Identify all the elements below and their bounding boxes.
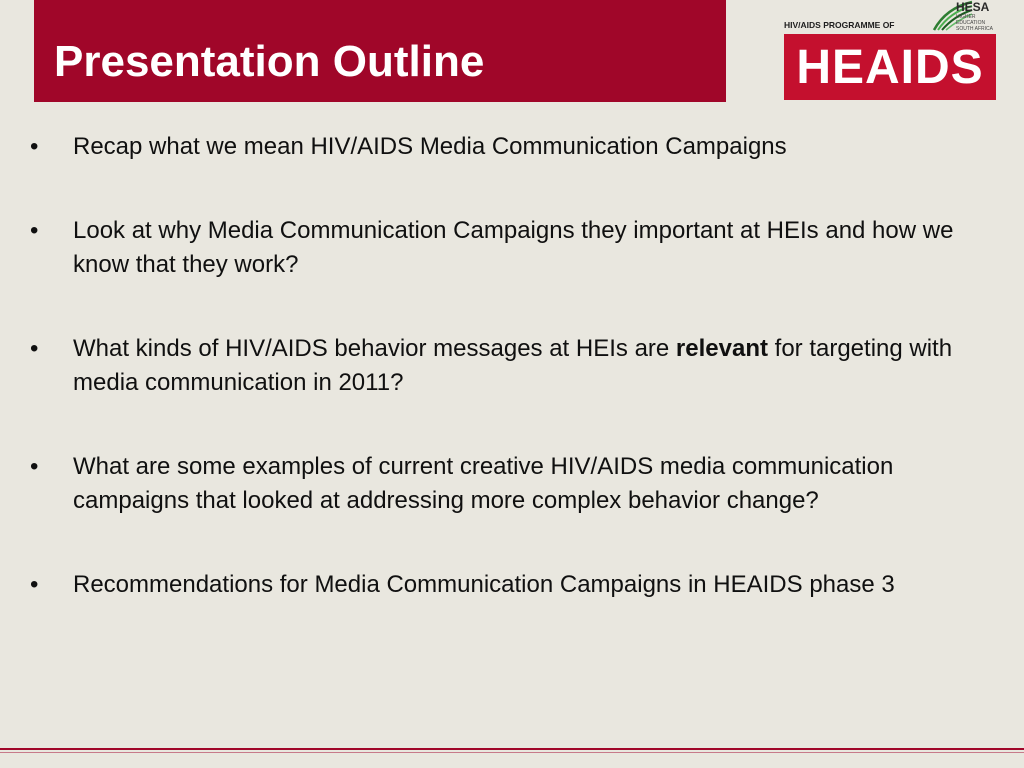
hesa-label: HESA (956, 0, 990, 14)
outline-item (30, 568, 970, 602)
footer-divider-thin (0, 752, 1024, 753)
bullet-icon: • (30, 217, 39, 244)
programme-label: HIV/AIDS PROGRAMME OF (784, 20, 895, 30)
bullet-icon: • (30, 571, 39, 598)
bullet-icon: • (30, 335, 39, 362)
title-bar (34, 0, 726, 102)
heaids-wordmark: HEAIDS (796, 41, 984, 94)
footer-divider (0, 748, 1024, 750)
outline-list (30, 130, 970, 652)
outline-item (30, 332, 970, 400)
outline-item-text: What are some examples of current creative HIV/AIDS media communication campaigns that looked at addressing more complex behavior change? (73, 453, 894, 514)
outline-item (30, 450, 970, 518)
outline-item (30, 214, 970, 282)
bullet-icon: • (30, 453, 39, 480)
outline-item-text: Look at why Media Communication Campaigns they important at HEIs and how we know that they work? (73, 217, 954, 278)
outline-item-text-after: for targeting with media communication in 2011? (73, 335, 953, 396)
hesa-sublabel: HIGHER EDUCATION SOUTH AFRICA (956, 14, 993, 32)
outline-item-text-before: What kinds of HIV/AIDS behavior messages at HEIs are (73, 335, 676, 362)
bullet-icon: • (30, 133, 39, 160)
heaids-badge (784, 34, 996, 100)
heaids-logo (782, 0, 996, 102)
slide-title: Presentation Outline (54, 37, 485, 86)
outline-item (30, 130, 970, 164)
outline-item-text: Recommendations for Media Communication Campaigns in HEAIDS phase 3 (73, 571, 895, 598)
outline-item-text: Recap what we mean HIV/AIDS Media Communication Campaigns (73, 133, 787, 160)
outline-item-emphasis: relevant (675, 335, 768, 362)
